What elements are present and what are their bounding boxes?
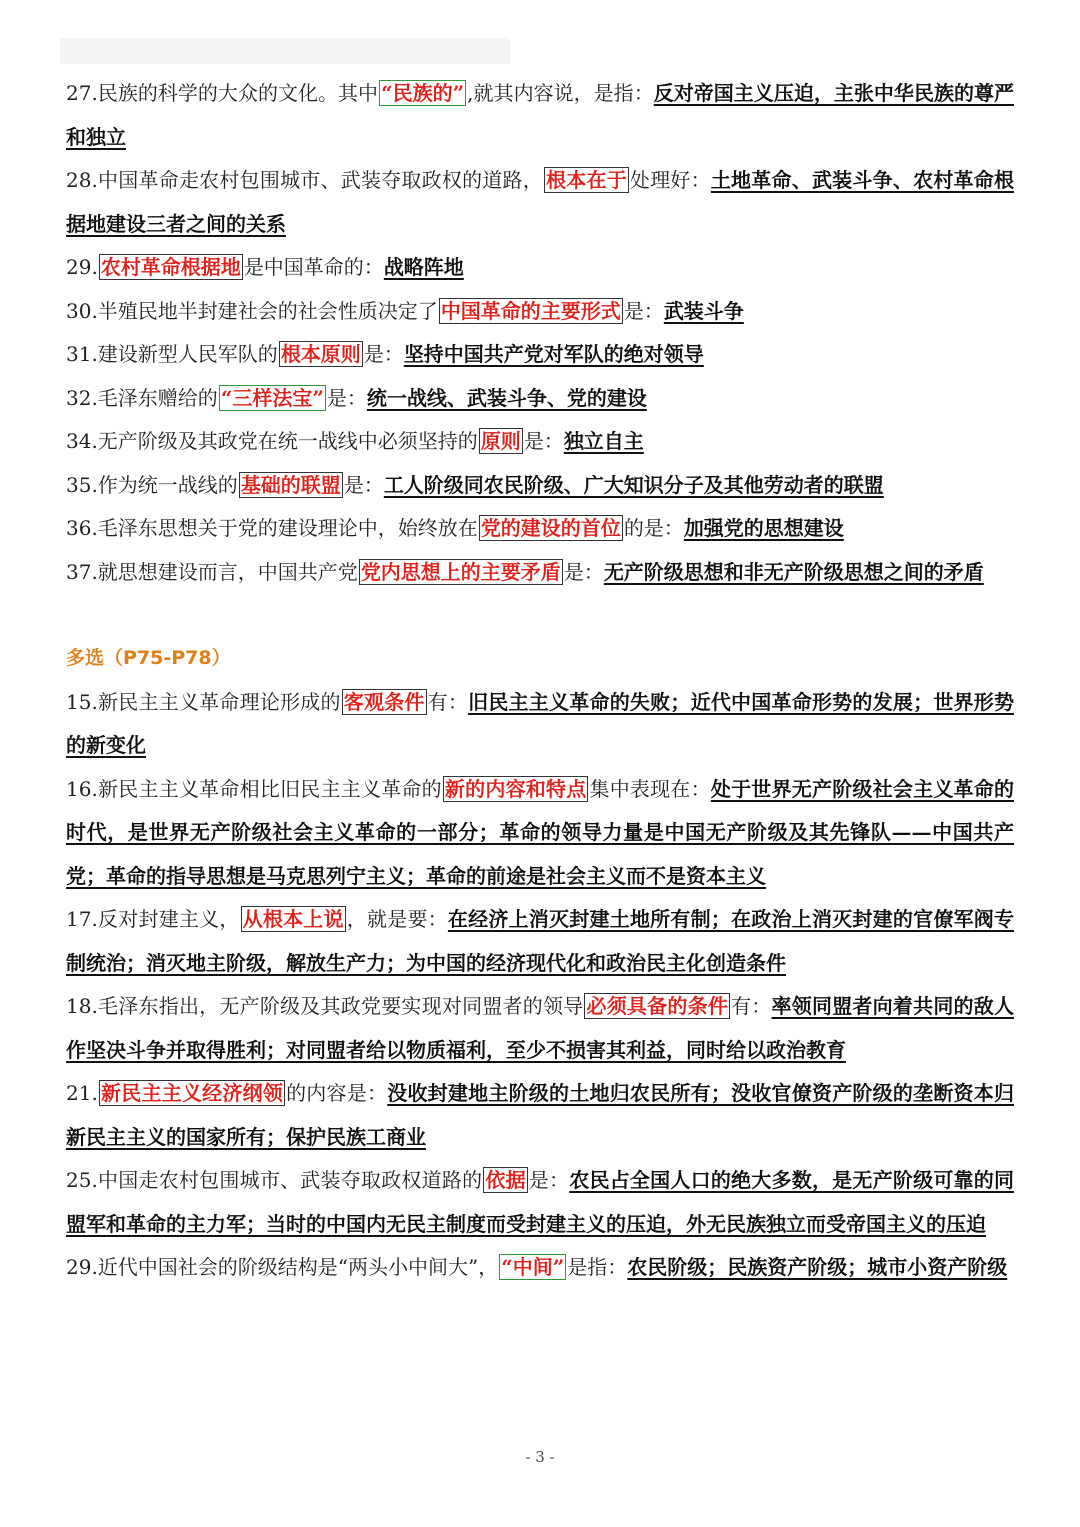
- question-text-cont: 有：: [731, 994, 772, 1018]
- answer-text: 旧民主主义革命的失败；近代中国革命形势的发展；世界形势的新变化: [66, 689, 1014, 757]
- keyword-box: “三样法宝”: [220, 385, 324, 410]
- question-text: 27.民族的科学的大众的文化。其中: [66, 81, 379, 105]
- keyword-box: 基础的联盟: [240, 472, 341, 497]
- keyword-box: 农村革命根据地: [100, 255, 241, 279]
- keyword-box: “中间”: [501, 1255, 565, 1279]
- question-item: [66, 246, 1014, 290]
- question-text-cont: 是：: [326, 385, 367, 410]
- question-text: 17.反对封建主义，: [66, 907, 240, 931]
- answer-text: 处于世界无产阶级社会主义革命的时代，是世界无产阶级社会主义革命的一部分；革命的领导力量是中国无产阶级及其先锋队——中国共产党；革命的指导思想是马克思列宁主义；革命的前途是社会主义而不是资本主义: [66, 776, 1015, 888]
- question-item: [66, 377, 1014, 421]
- section-title: 多选（P75-P78）: [66, 647, 231, 669]
- question-text: 30.半殖民地半封建社会的社会性质决定了: [66, 298, 438, 323]
- question-item: [66, 681, 1014, 768]
- answer-text: 坚持中国共产党对军队的绝对领导: [403, 342, 704, 366]
- keyword-box: 党的建设的首位: [480, 516, 621, 540]
- question-text: 29.: [66, 255, 98, 279]
- question-text-cont: 集中表现在：: [589, 776, 711, 801]
- question-item: [66, 333, 1014, 377]
- keyword-box: 必须具备的条件: [586, 994, 729, 1018]
- page-number: - 3 -: [525, 1448, 555, 1466]
- question-item: [66, 420, 1014, 464]
- question-item: [66, 1246, 1014, 1290]
- question-text-cont: ,就其内容说，是指：: [467, 81, 654, 105]
- document-body: [66, 72, 1014, 1290]
- question-text-cont: 有：: [427, 689, 469, 714]
- answer-text: 在经济上消灭封建土地所有制；在政治上消灭封建的官僚军阀专制统治；消灭地主阶级，解放生产力；为中国的经济现代化和政治民主化创造条件: [66, 907, 1015, 975]
- question-text: 35.作为统一战线的: [66, 472, 238, 497]
- question-item: [66, 464, 1014, 508]
- question-item: [66, 551, 1014, 595]
- answer-text: 统一战线、武装斗争、党的建设: [366, 385, 647, 410]
- multi-choice-list: [66, 681, 1014, 1290]
- question-text: 34.无产阶级及其政党在统一战线中必须坚持的: [66, 429, 478, 453]
- keyword-box: 根本原则: [280, 342, 361, 366]
- question-text: 36.毛泽东思想关于党的建设理论中，始终放在: [66, 516, 478, 540]
- question-text-cont: 是：: [563, 559, 604, 584]
- single-choice-list: [66, 72, 1014, 594]
- keyword-box: 中国革命的主要形式: [440, 298, 621, 323]
- question-text-cont: 的是：: [623, 516, 684, 540]
- question-text-cont: 是：: [363, 342, 404, 366]
- keyword-box: 依据: [485, 1168, 526, 1192]
- question-item: [66, 159, 1014, 246]
- question-text-cont: 处理好：: [629, 168, 711, 192]
- answer-text: 无产阶级思想和非无产阶级思想之间的矛盾: [603, 559, 984, 584]
- question-text: 28.中国革命走农村包围城市、武装夺取政权的道路，: [66, 168, 544, 192]
- question-text-cont: ，就是要：: [346, 907, 448, 931]
- question-item: [66, 507, 1014, 551]
- question-text: 32.毛泽东赠给的: [66, 385, 218, 410]
- question-text: 25.中国走农村包围城市、武装夺取政权道路的: [66, 1168, 483, 1192]
- question-text-cont: 是指：: [567, 1255, 628, 1279]
- keyword-box: 新民主主义经济纲领: [100, 1081, 284, 1105]
- question-item: [66, 985, 1014, 1072]
- answer-text: 农民占全国人口的绝大多数，是无产阶级可靠的同盟军和革命的主力军；当时的中国内无民主制度而受封建主义的压迫，外无民族独立而受帝国主义的压迫: [66, 1168, 1015, 1236]
- question-text-cont: 是：: [528, 1168, 570, 1192]
- answer-text: 土地革命、武装斗争、农村革命根据地建设三者之间的关系: [66, 168, 1014, 236]
- keyword-box: 新的内容和特点: [444, 776, 587, 801]
- question-text-cont: 是：: [523, 429, 564, 453]
- answer-text: 工人阶级同农民阶级、广大知识分子及其他劳动者的联盟: [383, 472, 884, 497]
- keyword-box: 根本在于: [546, 168, 627, 192]
- question-text: 16.新民主主义革命相比旧民主主义革命的: [66, 776, 442, 801]
- answer-text: 反对帝国主义压迫，主张中华民族的尊严和独立: [66, 81, 1015, 149]
- question-item: [66, 898, 1014, 985]
- question-text-cont: 是中国革命的：: [243, 255, 384, 279]
- question-text-cont: 的内容是：: [286, 1081, 388, 1105]
- keyword-box: “民族的”: [381, 81, 465, 105]
- keyword-box: 原则: [480, 429, 521, 453]
- question-item: [66, 768, 1014, 899]
- answer-text: 率领同盟者向着共同的敌人作坚决斗争并取得胜利；对同盟者给以物质福利，至少不损害其利益，同时给以政治教育: [66, 994, 1015, 1062]
- question-text: 37.就思想建设而言，中国共产党: [66, 559, 358, 584]
- answer-text: 没收封建地主阶级的土地归农民所有；没收官僚资产阶级的垄断资本归新民主主义的国家所有；保护民族工商业: [66, 1081, 1015, 1149]
- question-text: 31.建设新型人民军队的: [66, 342, 278, 366]
- question-item: [66, 290, 1014, 334]
- keyword-box: 客观条件: [343, 689, 425, 714]
- question-text: 15.新民主主义革命理论形成的: [66, 689, 341, 714]
- question-text-cont: 是：: [623, 298, 664, 323]
- keyword-box: 从根本上说: [242, 907, 344, 931]
- question-text: 21.: [66, 1081, 98, 1105]
- answer-text: 独立自主: [563, 429, 644, 453]
- question-item: [66, 1072, 1014, 1159]
- question-item: [66, 1159, 1014, 1246]
- question-item: [66, 72, 1014, 159]
- keyword-box: 党内思想上的主要矛盾: [360, 559, 561, 584]
- question-text-cont: 是：: [343, 472, 384, 497]
- answer-text: 农民阶级；民族资产阶级；城市小资产阶级: [627, 1255, 1008, 1279]
- header-band: [60, 38, 510, 64]
- answer-text: 武装斗争: [663, 298, 744, 323]
- question-text: 18.毛泽东指出，无产阶级及其政党要实现对同盟者的领导: [66, 994, 584, 1018]
- answer-text: 加强党的思想建设: [683, 516, 844, 540]
- question-text: 29.近代中国社会的阶级结构是“两头小中间大”，: [66, 1255, 499, 1279]
- answer-text: 战略阵地: [383, 255, 464, 279]
